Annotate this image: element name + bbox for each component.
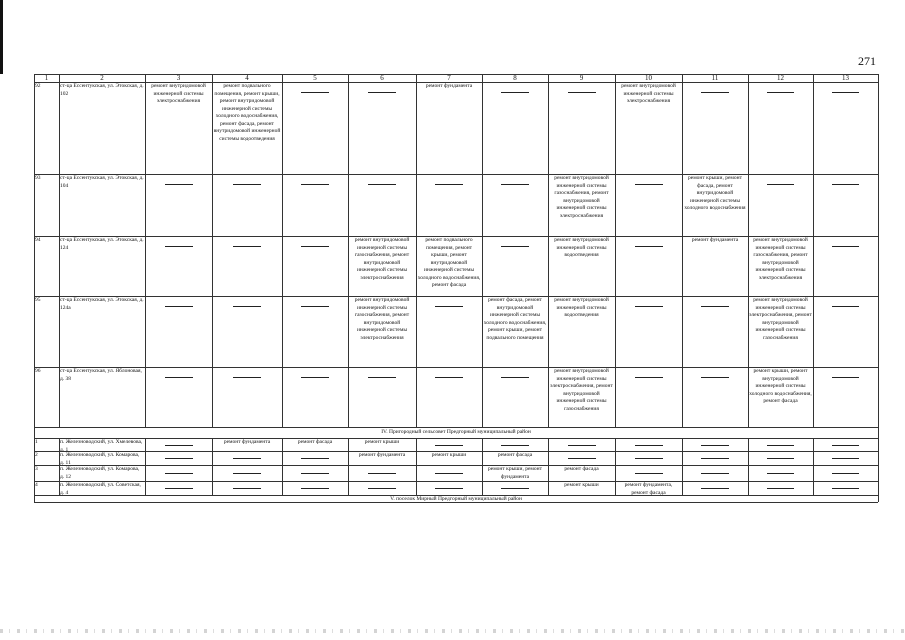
column-header: 13 (842, 74, 849, 82)
empty-dash (767, 473, 794, 474)
empty-dash (701, 377, 729, 378)
work-cell: ремонт фундамента (425, 83, 473, 89)
work-cell: ремонт внутридомовой инженерной системы водоотведения (554, 297, 609, 318)
empty-dash (301, 184, 329, 185)
empty-dash (435, 377, 463, 378)
work-cell: ремонт подвального помещения, ремонт крыши, ремонт внутридомовой инженерной системы холодного водоснабжения, ремонт фасада, ремонт внутридомовой инженерной системы водоотведения (213, 83, 281, 142)
address-cell: п. Железноводский, ул. Хмелевова, д. 1 (60, 439, 143, 451)
empty-dash (767, 445, 794, 446)
empty-dash (435, 473, 463, 474)
empty-dash (301, 488, 329, 489)
empty-dash (501, 445, 529, 446)
empty-dash (165, 306, 193, 307)
column-header: 6 (380, 74, 384, 82)
page-edge-mark (0, 0, 3, 74)
empty-dash (368, 92, 396, 93)
table-rule (34, 465, 878, 466)
column-header: 9 (579, 74, 584, 82)
empty-dash (233, 306, 261, 307)
work-cell: ремонт крыши (364, 439, 400, 445)
work-cell: ремонт внутридомовой инженерной системы электроснабжения (151, 83, 206, 104)
column-header: 4 (245, 74, 249, 82)
column-header: 12 (777, 74, 784, 82)
work-cell: ремонт фундамента (358, 452, 406, 458)
empty-dash (501, 92, 529, 93)
table-rule (34, 438, 878, 439)
work-cell: ремонт фундамента, ремонт фасада (624, 482, 673, 495)
empty-dash (701, 445, 729, 446)
work-cell: ремонт крыши (431, 452, 467, 458)
empty-dash (233, 184, 261, 185)
empty-dash (635, 458, 663, 459)
work-cell: ремонт крыши, ремонт фундамента (488, 466, 542, 480)
work-cell: ремонт фасада, ремонт внутридомовой инженерной системы холодного водоснабжения, ремонт крыши, ремонт подвального помещения (483, 297, 547, 341)
empty-dash (701, 92, 729, 93)
column-header: 10 (645, 74, 652, 82)
column-header: 8 (513, 74, 517, 82)
column-rule (878, 438, 879, 495)
empty-dash (233, 488, 261, 489)
empty-dash (165, 488, 193, 489)
column-header: 5 (313, 74, 317, 82)
column-rule (748, 438, 749, 495)
empty-dash (165, 377, 193, 378)
empty-dash (568, 92, 596, 93)
address-cell: ст-ца Ессентукская, ул. Этокская, д. 124 (60, 237, 144, 251)
empty-dash (832, 473, 859, 474)
empty-dash (832, 445, 859, 446)
row-number: 96 (35, 368, 41, 374)
empty-dash (701, 458, 729, 459)
empty-dash (301, 246, 329, 247)
empty-dash (368, 377, 396, 378)
column-header: 3 (176, 74, 181, 82)
empty-dash (435, 306, 463, 307)
table-rule (34, 74, 878, 75)
column-rule (813, 74, 814, 427)
column-header: 11 (711, 74, 719, 82)
work-cell: ремонт внутридомовой инженерной системы газоснабжения, ремонт внутридомовой инженерной системы электроснабжения (354, 237, 410, 281)
work-cell: ремонт фундамента (691, 237, 739, 243)
empty-dash (568, 458, 596, 459)
column-rule (878, 74, 879, 427)
empty-dash (501, 377, 529, 378)
empty-dash (301, 306, 329, 307)
empty-dash (767, 488, 794, 489)
empty-dash (165, 473, 193, 474)
work-cell: ремонт внутридомовой инженерной системы газоснабжения, ремонт внутридомовой инженерной системы электроснабжения (554, 175, 609, 219)
column-rule (482, 74, 483, 427)
empty-dash (635, 445, 663, 446)
empty-dash (165, 458, 193, 459)
row-number: 93 (35, 175, 41, 181)
work-cell: ремонт фасада (297, 439, 333, 445)
empty-dash (501, 184, 529, 185)
section-caption: V. поселок Мирный Предгорный муниципальный район (390, 496, 522, 502)
row-number: 92 (35, 83, 41, 89)
empty-dash (301, 473, 329, 474)
empty-dash (635, 473, 663, 474)
work-cell: ремонт фасада (497, 452, 533, 458)
row-number: 2 (35, 452, 38, 458)
empty-dash (435, 488, 463, 489)
empty-dash (501, 246, 529, 247)
empty-dash (832, 184, 859, 185)
empty-dash (767, 184, 794, 185)
table-border (878, 495, 879, 502)
empty-dash (832, 306, 859, 307)
work-cell: ремонт внутридомовой инженерной системы электроснабжения (621, 83, 676, 104)
column-rule (682, 438, 683, 495)
row-number: 1 (35, 439, 38, 445)
column-rule (282, 74, 283, 427)
table-rule (34, 174, 878, 175)
row-number: 4 (35, 482, 38, 488)
empty-dash (635, 246, 663, 247)
empty-dash (501, 488, 529, 489)
empty-dash (832, 246, 859, 247)
empty-dash (233, 458, 261, 459)
empty-dash (165, 445, 193, 446)
empty-dash (701, 488, 729, 489)
empty-dash (368, 488, 396, 489)
empty-dash (233, 473, 261, 474)
empty-dash (301, 377, 329, 378)
work-cell: ремонт внутридомовой инженерной системы газоснабжения, ремонт внутридомовой инженерной системы электроснабжения (354, 297, 410, 341)
empty-dash (368, 473, 396, 474)
empty-dash (767, 458, 794, 459)
work-cell: ремонт внутридомовой инженерной системы газоснабжения, ремонт внутридомовой инженерной системы электроснабжения (753, 237, 808, 281)
work-cell: ремонт внутридомовой инженерной системы электроснабжения, ремонт внутридомовой инженерной системы газоснабжения (749, 297, 812, 341)
work-cell: ремонт внутридомовой инженерной системы электроснабжения, ремонт внутридомовой инженерной системы газоснабжения (550, 368, 613, 412)
empty-dash (767, 92, 794, 93)
work-cell: ремонт крыши, ремонт фасада, ремонт внутридомовой инженерной системы холодного водоснабжения (684, 175, 746, 211)
table-border (878, 427, 879, 438)
column-header: 1 (44, 74, 49, 82)
empty-dash (301, 458, 329, 459)
column-rule (813, 438, 814, 495)
table-rule (34, 427, 878, 428)
empty-dash (435, 184, 463, 185)
column-header: 7 (447, 74, 451, 82)
column-rule (416, 438, 417, 495)
empty-dash (568, 445, 596, 446)
empty-dash (301, 92, 329, 93)
column-rule (145, 438, 146, 495)
empty-dash (233, 246, 261, 247)
table-rule (34, 481, 878, 482)
empty-dash (233, 377, 261, 378)
row-number: 3 (35, 466, 38, 472)
section-caption: IV. Пригородный сельсовет Предгорный муниципальный район (381, 429, 531, 435)
address-cell: п. Железноводский, ул. Комарова, д. 11 (60, 452, 140, 465)
work-cell: ремонт внутридомовой инженерной системы водоотведения (554, 237, 609, 258)
address-cell: ст-ца Ессентукская, ул. Этокская, д. 124а (60, 297, 144, 311)
empty-dash (165, 246, 193, 247)
empty-dash (368, 184, 396, 185)
address-cell: ст-ца Ессентукская, ул. Этокская, д. 102 (60, 83, 144, 97)
empty-dash (832, 377, 859, 378)
row-number: 94 (35, 237, 41, 243)
empty-dash (635, 184, 663, 185)
empty-dash (832, 92, 859, 93)
empty-dash (701, 306, 729, 307)
work-cell: ремонт подвального помещения, ремонт крыши, ремонт внутридомовой инженерной системы холодного водоснабжения, ремонт фасада (417, 237, 481, 288)
work-cell: ремонт крыши, ремонт внутридомовой инженерной системы холодного водоснабжения, ремонт фасада (749, 368, 812, 404)
empty-dash (635, 306, 663, 307)
empty-dash (435, 445, 463, 446)
work-cell: ремонт крыши (564, 482, 599, 488)
empty-dash (635, 377, 663, 378)
row-number: 95 (35, 297, 41, 303)
work-cell: ремонт фундамента (223, 439, 271, 445)
empty-dash (701, 473, 729, 474)
address-cell: ст-ца Ессентукская, ул. Этокская, д. 104 (60, 175, 144, 189)
empty-dash (832, 488, 859, 489)
column-header: 2 (100, 74, 104, 82)
work-cell: ремонт фасада (564, 466, 599, 472)
address-cell: п. Железноводский, ул. Советская, д. 4 (60, 482, 141, 495)
empty-dash (165, 184, 193, 185)
page-number: 271 (858, 54, 876, 68)
empty-dash (832, 458, 859, 459)
scan-noise-strip (0, 629, 905, 633)
address-cell: п. Железноводский, ул. Комарова, д. 12 (60, 466, 140, 480)
address-cell: ст-ца Ессентукская, ул. Яблоновая, д. 38 (60, 368, 142, 382)
